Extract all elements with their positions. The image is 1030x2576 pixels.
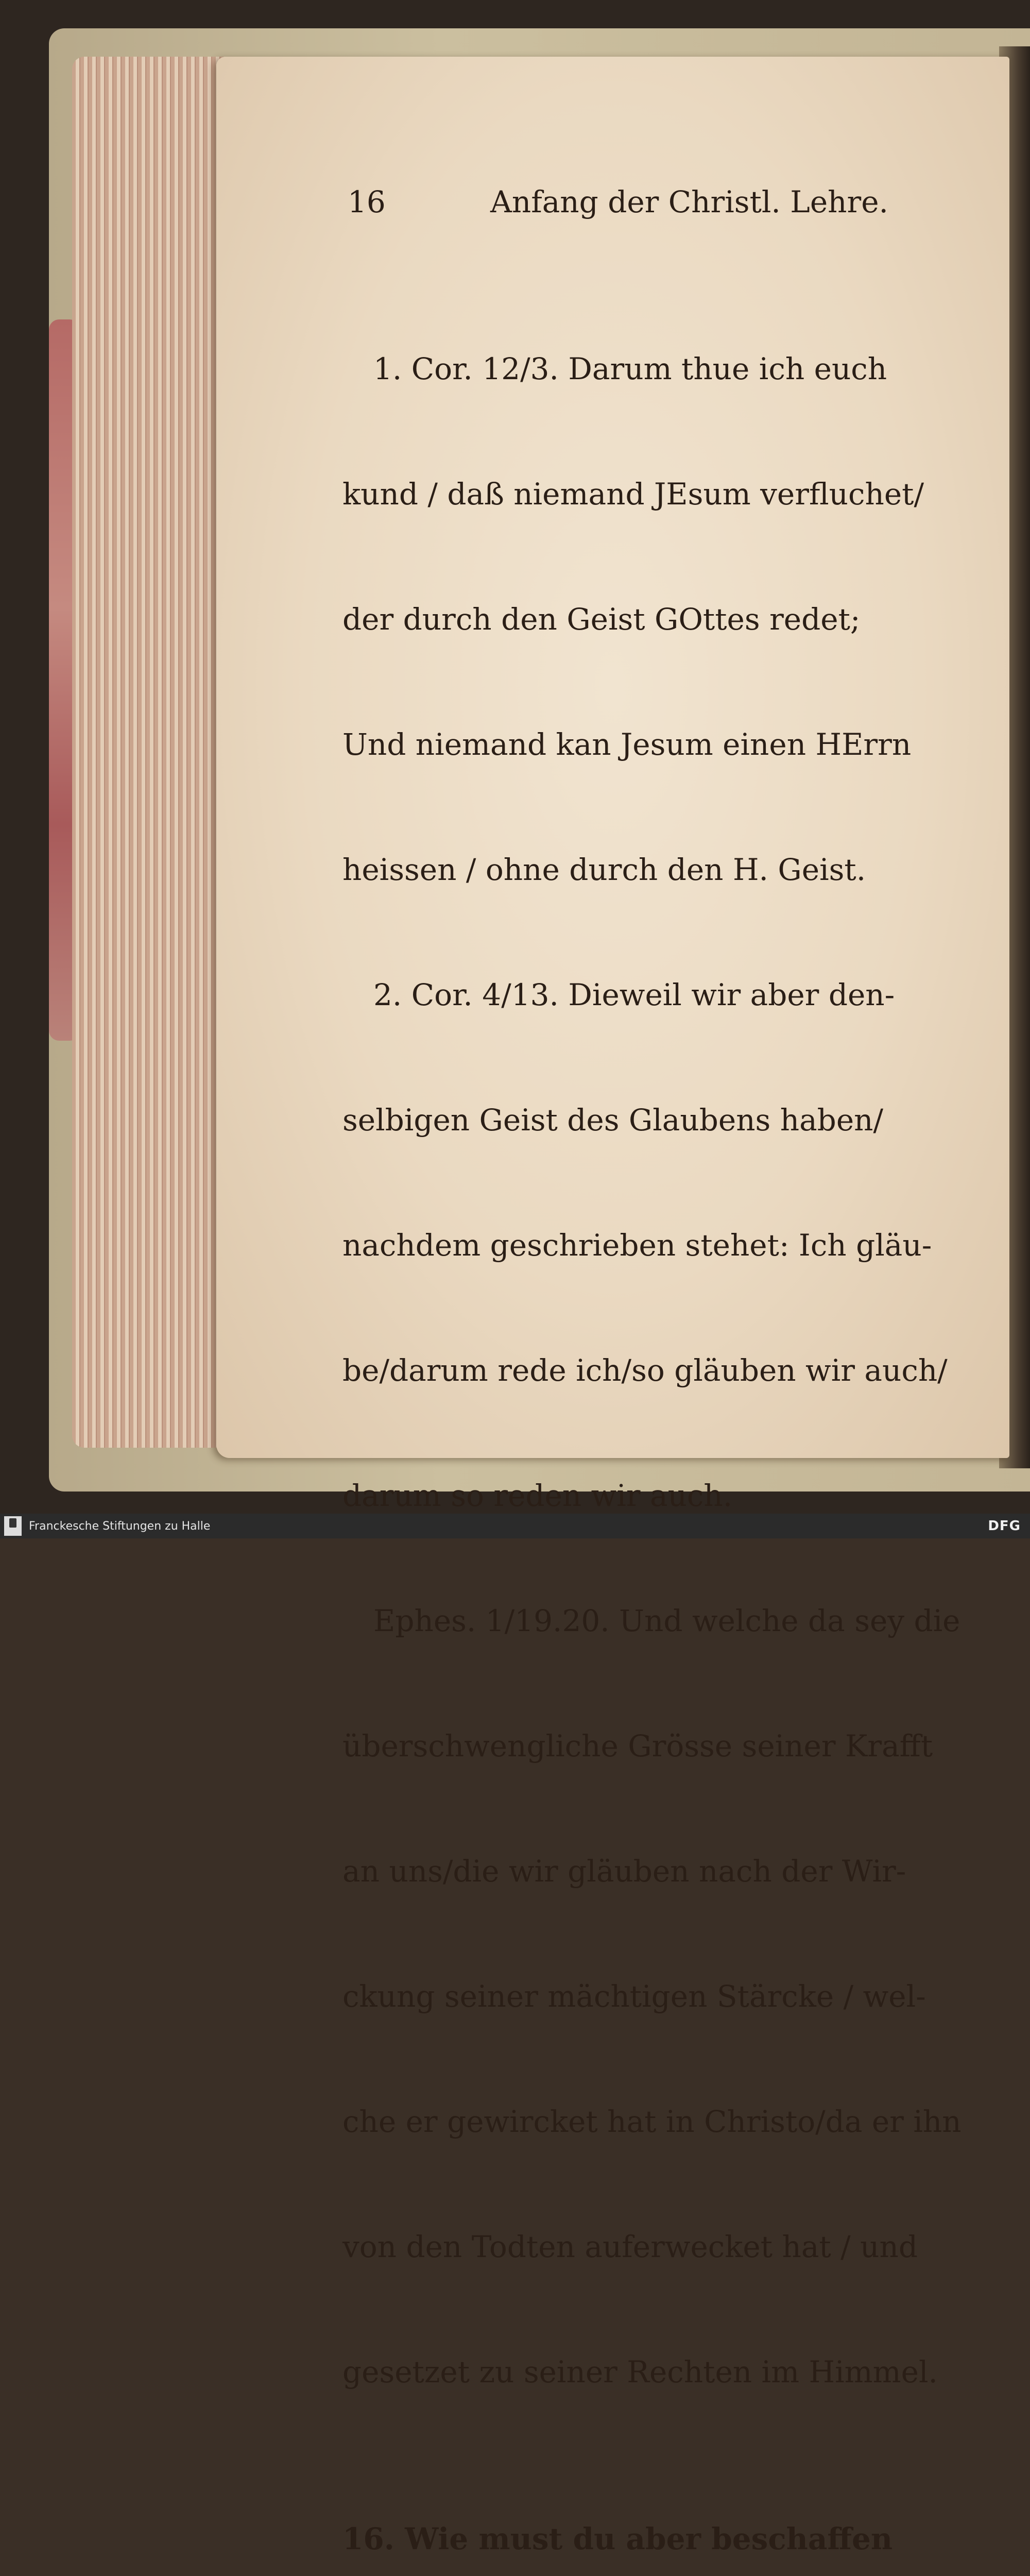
text-line: Ephes. 1/19.20. Und welche da sey die <box>373 1603 960 1638</box>
text-line: be/darum rede ich/so gläuben wir auch/ <box>342 1353 948 1388</box>
running-head: Anfang der Christl. Lehre. <box>490 184 888 219</box>
question-line: 16. Wie must du aber beschaffen <box>342 2521 893 2556</box>
text-line: der durch den Geist GOttes redet; <box>342 602 861 637</box>
running-header <box>348 181 888 223</box>
text-line: von den Todten auferwecket hat / und <box>342 2229 918 2264</box>
text-line: ckung seiner mächtigen Stärcke / wel- <box>342 1979 926 2014</box>
text-line: selbigen Geist des Glaubens haben/ <box>342 1103 884 1138</box>
text-line: darum so reden wir auch. <box>342 1478 733 1513</box>
page-fore-edges <box>72 57 227 1448</box>
institution-name: Franckesche Stiftungen zu Halle <box>29 1519 211 1533</box>
text-line: an uns/die wir gläuben nach der Wir- <box>342 1854 906 1889</box>
text-line: nachdem geschrieben stehet: Ich gläu- <box>342 1228 932 1263</box>
dfg-logo: DFG <box>988 1518 1021 1534</box>
viewer-footer <box>0 1514 1030 1538</box>
institution-logo-icon <box>4 1516 22 1536</box>
footer-institution <box>0 1516 210 1536</box>
text-line: 1. Cor. 12/3. Darum thue ich euch <box>373 351 887 386</box>
page-number: 16 <box>348 184 386 219</box>
text-line: gesetzet zu seiner Rechten im Himmel. <box>342 2354 938 2389</box>
text-line: überschwengliche Grösse seiner Krafft <box>342 1728 933 1764</box>
page-text <box>342 98 966 2576</box>
text-line: che er gewircket hat in Christo/da er ihn <box>342 2104 962 2139</box>
text-line: kund / daß niemand JEsum verfluchet/ <box>342 477 924 512</box>
text-line: 2. Cor. 4/13. Dieweil wir aber den- <box>373 977 895 1012</box>
text-line: heissen / ohne durch den H. Geist. <box>342 852 866 887</box>
text-line: Und niemand kan Jesum einen HErrn <box>342 727 912 762</box>
